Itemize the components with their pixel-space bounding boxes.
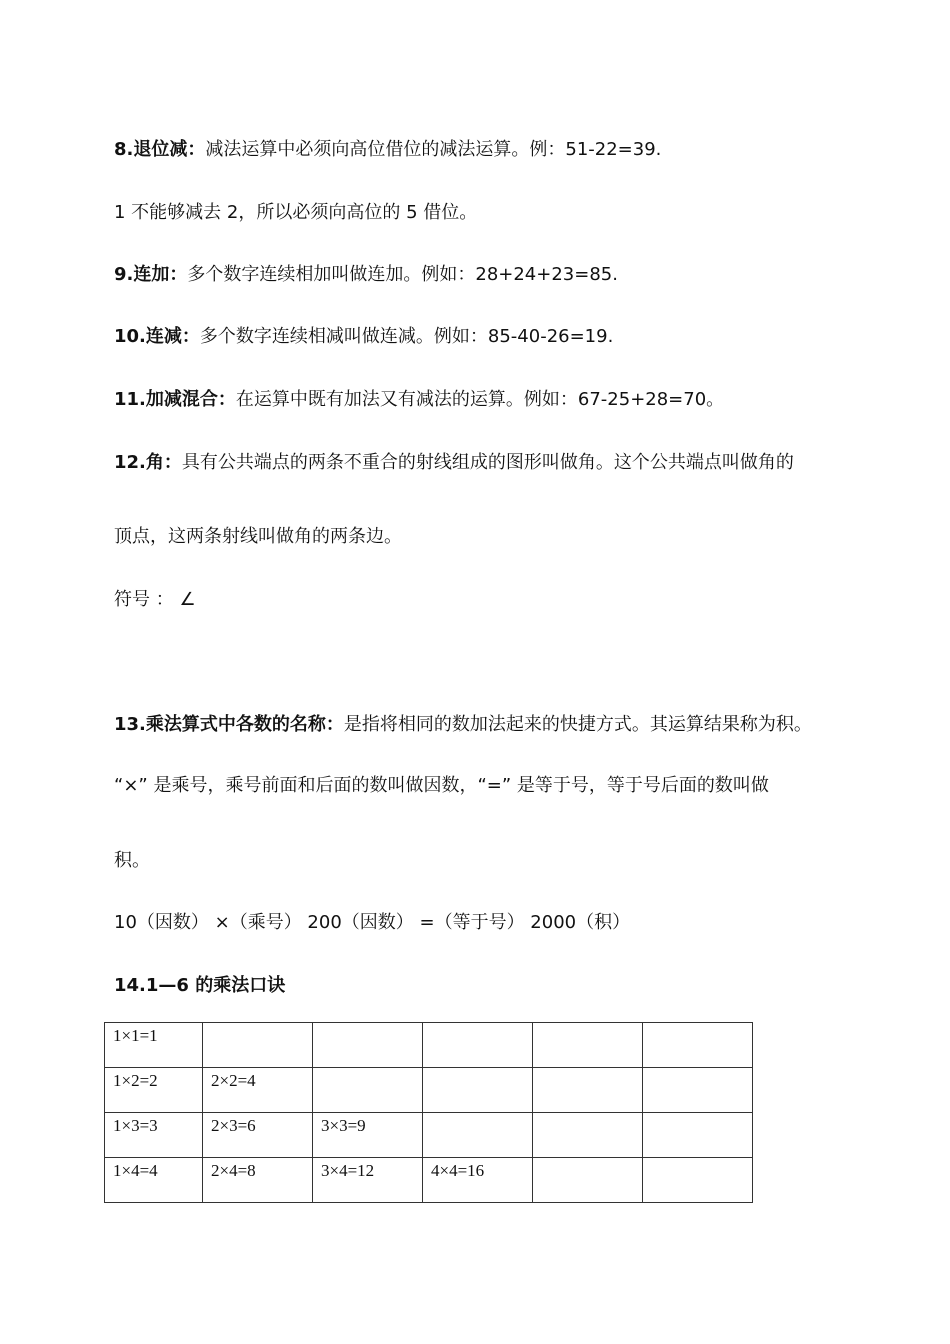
table-cell [423, 1023, 533, 1068]
table-cell: 1×4=4 [105, 1158, 203, 1203]
table-cell: 1×3=3 [105, 1113, 203, 1158]
paragraph-13-end [114, 849, 150, 873]
table-cell: 3×4=12 [313, 1158, 423, 1203]
term-label: 9.连加： [114, 264, 188, 285]
table-cell [643, 1113, 753, 1158]
multiplication-table [104, 1022, 753, 1203]
table-cell: 2×3=6 [203, 1113, 313, 1158]
paragraph-text: 在运算中既有加法又有减法的运算。例如：67-25+28=70。 [235, 389, 725, 410]
paragraph-9 [114, 263, 618, 287]
paragraph-8 [114, 138, 661, 162]
table-cell [423, 1068, 533, 1113]
term-label: 11.加减混合： [114, 389, 236, 410]
table-row [105, 1158, 753, 1203]
paragraph-text: 积。 [114, 850, 150, 871]
times-table [104, 1022, 753, 1203]
paragraph-12 [114, 451, 794, 475]
paragraph-12-continued [114, 525, 402, 549]
table-cell [533, 1113, 643, 1158]
table-cell [643, 1068, 753, 1113]
paragraph-text: 符号 ： ∠ [114, 589, 196, 610]
table-cell: 2×2=4 [203, 1068, 313, 1113]
term-label: 12.角： [114, 452, 182, 473]
table-cell [423, 1113, 533, 1158]
table-row [105, 1068, 753, 1113]
paragraph-text: 顶点，这两条射线叫做角的两条边。 [114, 526, 402, 547]
paragraph-13-continued [114, 774, 769, 798]
paragraph-10 [114, 325, 613, 349]
angle-symbol-line [114, 588, 196, 612]
table-cell: 2×4=8 [203, 1158, 313, 1203]
table-cell [313, 1068, 423, 1113]
term-label: 10.连减： [114, 326, 200, 347]
paragraph-text: 减法运算中必须向高位借位的减法运算。例：51-22=39. [205, 139, 662, 160]
paragraph-text: 1 不能够减去 2，所以必须向高位的 5 借位。 [114, 202, 478, 223]
paragraph-8-note [114, 201, 477, 225]
table-cell [533, 1068, 643, 1113]
table-cell [643, 1023, 753, 1068]
term-label: 13.乘法算式中各数的名称： [114, 714, 344, 735]
table-cell [533, 1023, 643, 1068]
paragraph-text: 10（因数） ×（乘号） 200（因数） =（等于号） 2000（积） [114, 912, 631, 933]
table-row [105, 1023, 753, 1068]
paragraph-text: 多个数字连续相加叫做连加。例如：28+24+23=85. [187, 264, 618, 285]
paragraph-text: 多个数字连续相减叫做连减。例如：85-40-26=19. [199, 326, 614, 347]
paragraph-text: “×” 是乘号，乘号前面和后面的数叫做因数，“=” 是等于号，等于号后面的数叫做 [114, 775, 769, 796]
table-cell: 4×4=16 [423, 1158, 533, 1203]
table-cell [313, 1023, 423, 1068]
section-title: 14.1—6 的乘法口诀 [114, 975, 286, 996]
paragraph-text: 是指将相同的数加法起来的快捷方式。其运算结果称为积。 [343, 714, 812, 735]
table-cell: 1×2=2 [105, 1068, 203, 1113]
paragraph-text: 具有公共端点的两条不重合的射线组成的图形叫做角。这个公共端点叫做角的 [181, 452, 794, 473]
paragraph-13 [114, 713, 812, 737]
table-row [105, 1113, 753, 1158]
section-heading-14 [114, 974, 285, 998]
multiplication-example [114, 911, 630, 935]
table-cell: 1×1=1 [105, 1023, 203, 1068]
table-cell: 3×3=9 [313, 1113, 423, 1158]
table-cell [533, 1158, 643, 1203]
table-cell [203, 1023, 313, 1068]
table-cell [643, 1158, 753, 1203]
paragraph-11 [114, 388, 724, 412]
term-label: 8.退位减： [114, 139, 206, 160]
